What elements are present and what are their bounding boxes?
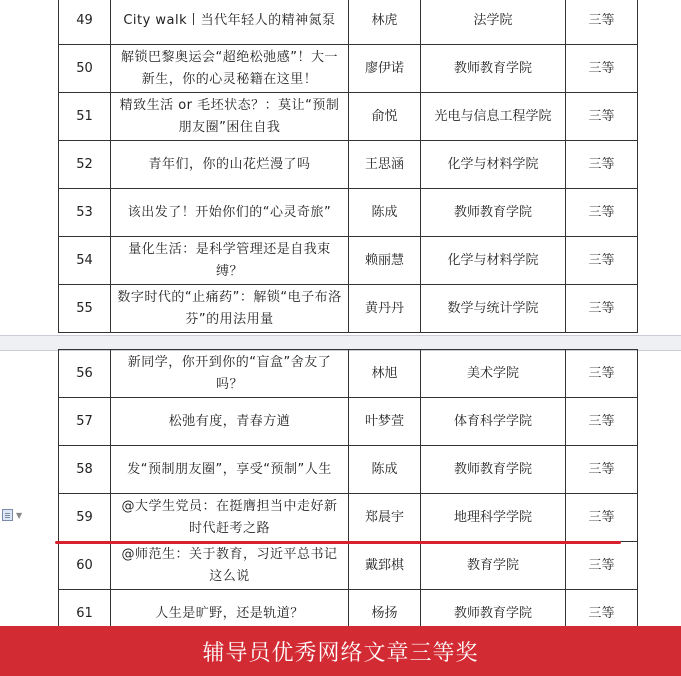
row-number: 60 [59,542,111,590]
award-level: 三等 [566,285,638,333]
table-row [59,446,638,494]
college-name: 美术学院 [421,350,566,398]
college-name: 教师教育学院 [421,446,566,494]
award-table-top [58,0,638,333]
article-title: @大学生党员：在挺膺担当中走好新时代赶考之路 [111,494,349,542]
table-row [59,141,638,189]
article-title: City walk丨当代年轻人的精神氮泵 [111,0,349,45]
row-number: 54 [59,237,111,285]
article-title: 青年们，你的山花烂漫了吗 [111,141,349,189]
layout-options-button[interactable] [2,506,28,524]
table-row [59,237,638,285]
table-row [59,45,638,93]
document-icon [2,509,13,521]
author-name: 赖丽慧 [349,237,421,285]
article-title: 该出发了！开始你们的“心灵奇旅” [111,189,349,237]
table-row [59,542,638,590]
article-title: 松弛有度，青春方遒 [111,398,349,446]
college-name: 法学院 [421,0,566,45]
award-level: 三等 [566,237,638,285]
award-table-bottom [58,349,638,638]
college-name: 教师教育学院 [421,189,566,237]
college-name: 光电与信息工程学院 [421,93,566,141]
college-name: 地理科学学院 [421,494,566,542]
college-name: 化学与材料学院 [421,141,566,189]
author-name: 俞悦 [349,93,421,141]
row-number: 51 [59,93,111,141]
author-name: 戴郅棋 [349,542,421,590]
college-name: 化学与材料学院 [421,237,566,285]
row-number: 55 [59,285,111,333]
author-name: 林虎 [349,0,421,45]
author-name: 叶梦萱 [349,398,421,446]
award-level: 三等 [566,590,638,638]
row-number: 50 [59,45,111,93]
table-row [59,398,638,446]
college-name: 教师教育学院 [421,45,566,93]
highlight-underline [55,541,621,544]
banner-title: 辅导员优秀网络文章三等奖 [202,640,479,666]
row-number: 57 [59,398,111,446]
table-row [59,350,638,398]
article-title: 数字时代的“止痛药”：解锁“电子布洛芬”的用法用量 [111,285,349,333]
article-title: 解锁巴黎奥运会“超绝松弛感”！大一新生，你的心灵秘籍在这里！ [111,45,349,93]
article-title: 新同学，你开到你的“盲盒”舍友了吗？ [111,350,349,398]
article-title: 发“预制朋友圈”，享受“预制”人生 [111,446,349,494]
author-name: 王思涵 [349,141,421,189]
row-number: 49 [59,0,111,45]
table-row [59,285,638,333]
article-title: @师范生：关于教育，习近平总书记这么说 [111,542,349,590]
college-name: 体育科学学院 [421,398,566,446]
table-row [59,494,638,542]
award-level: 三等 [566,398,638,446]
college-name: 教育学院 [421,542,566,590]
author-name: 郑晨宇 [349,494,421,542]
author-name: 廖伊诺 [349,45,421,93]
author-name: 杨扬 [349,590,421,638]
award-level: 三等 [566,494,638,542]
row-number: 58 [59,446,111,494]
table-row [59,189,638,237]
award-level: 三等 [566,189,638,237]
award-level: 三等 [566,542,638,590]
article-title: 量化生活：是科学管理还是自我束缚？ [111,237,349,285]
author-name: 黄丹丹 [349,285,421,333]
table-row [59,93,638,141]
award-level: 三等 [566,141,638,189]
chevron-down-icon: ▼ [16,510,23,520]
article-title: 人生是旷野，还是轨道？ [111,590,349,638]
article-title: 精致生活 or 毛坯状态？：莫让“预制朋友圈”困住自我 [111,93,349,141]
row-number: 61 [59,590,111,638]
college-name: 数学与统计学院 [421,285,566,333]
author-name: 林旭 [349,350,421,398]
table-row [59,0,638,45]
row-number: 56 [59,350,111,398]
award-level: 三等 [566,93,638,141]
row-number: 53 [59,189,111,237]
award-level: 三等 [566,446,638,494]
award-banner [0,626,681,676]
row-number: 52 [59,141,111,189]
author-name: 陈成 [349,189,421,237]
award-level: 三等 [566,350,638,398]
award-level: 三等 [566,0,638,45]
award-level: 三等 [566,45,638,93]
author-name: 陈成 [349,446,421,494]
row-number: 59 [59,494,111,542]
college-name: 教师教育学院 [421,590,566,638]
